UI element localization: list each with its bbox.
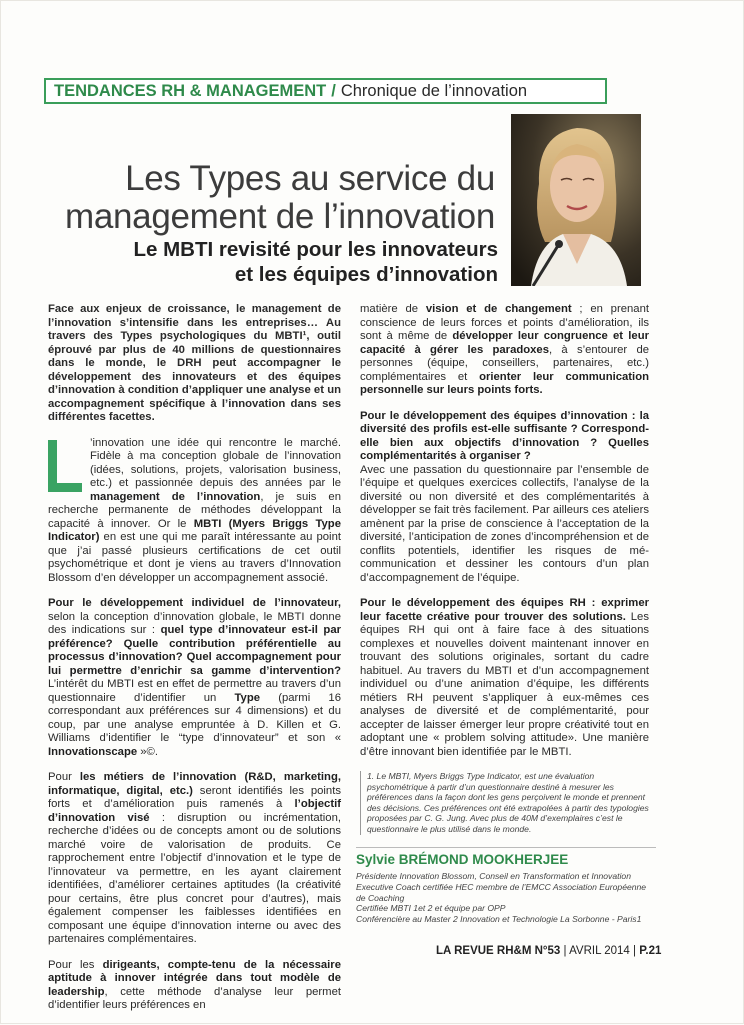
- hr-text-b: Les équipes RH qui ont à faire face à des situations complexes et nouvelles doivent maintenant innover en trouvant des solutions originales, sortant du cadre habituel. Au travers du MBTI et d’un accompagnement individuel ou d’une animation d’équipe, les différents métiers RH peuvent s’appliquer à eux-mêmes ces analyses de diversité et de complémentarité, pour accepter de laisser émerger leur propre créativité tout en adoptant une « problem solving attitude». Une manière d’être innovant bien identifiée par le MBTI.: [360, 610, 649, 758]
- leaders-paragraph: [48, 959, 341, 1013]
- subsection-name: Chronique de l’innovation: [340, 81, 528, 100]
- issue-date: AVRIL 2014: [569, 945, 630, 957]
- title-line-1: Les Types au service du: [125, 159, 495, 198]
- jobs-text-d: l’objectif d’innovation visé: [48, 798, 341, 824]
- individual-text-h: »©.: [137, 745, 159, 758]
- intro-text-d: MBTI (Myers Briggs Type Indicator): [48, 517, 341, 543]
- folio-separator-1: |: [563, 945, 567, 957]
- section-name: TENDANCES RH & MANAGEMENT: [54, 81, 327, 100]
- individual-text-g: Innovationscape: [48, 745, 138, 758]
- author-bio-line-4: Conférencière au Master 2 Innovation et Technologie La Sorbonne - Paris1: [356, 914, 642, 925]
- dropcap-letter-l: [48, 440, 82, 492]
- individual-text-f: (parmi 16 correspondant aux préférences sur 4 dimensions) et du coup, par une analyse empruntée à D. Killen et G. Williams d’identifier le “type d’innovateur” et son «: [48, 691, 341, 744]
- cont-text-c: ; en prenant conscience de leurs forces et points d’amélioration, ils sont à même de: [360, 303, 649, 342]
- intro-text-e: en est une qui me paraît intéressante au point que j’ai passé plusieurs certifications de cet outil psychométrique et dont je viens au travers d’Innovation Blossom d’en développer un accompagnement associé.: [48, 531, 341, 584]
- cont-text-b: vision et de changement: [425, 303, 572, 315]
- teams-text: Avec une passation du questionnaire par l’ensemble de l’équipe et quelques exercices collectifs, l’analyse de la diversité ou non diversité et des complémentarités à développer se fait très facilement. Par ailleurs ces ateliers amènent par la prise de conscience à l’acceptation de la diversité, l’anticipation de zones d’incompréhension et de conflits potentiels, identifier les risques de mé-communication et dessiner les contours d’un plan d’accompagnement de l’équipe.: [360, 463, 649, 584]
- page-number: P.21: [639, 945, 662, 957]
- chapeau-paragraph: Face aux enjeux de croissance, le management de l’innovation s’intensifie dans les entreprises… Au travers des Types psychologiques du MBTI¹, outil éprouvé par plus de 40 millions de questionnaires dans le monde, le DRH peut accompagner le développement des innovateurs et des équipes d’innovation à condition d’appliquer une analyse et un accompagnement spécifique à l’innovation dans ses différentes facettes.: [48, 303, 341, 423]
- title-line-2: management de l’innovation: [65, 197, 495, 236]
- author-bio-line-3: Certifiée MBTI 1et 2 et équipe par OPP: [356, 903, 506, 914]
- individual-text-b: selon la conception d’innovation globale, le MBTI donne des indications sur :: [48, 610, 341, 636]
- individual-text-e: Type: [234, 691, 261, 704]
- author-name: Sylvie BRÉMOND MOOKHERJEE: [356, 852, 569, 867]
- article-subtitle: [40, 237, 498, 287]
- leaders-text-c: , cette méthode d’analyse leur permet d’identifier leurs préférences en: [48, 985, 341, 1011]
- leaders-text-b: dirigeants, compte-tenu de la nécessaire aptitude à innover intégrée dans tout modèle de leadership: [48, 958, 341, 998]
- leaders-continued-paragraph: [360, 303, 649, 398]
- author-photo-illustration: [511, 114, 641, 286]
- article-title: [40, 160, 495, 236]
- intro-paragraph: [48, 437, 341, 586]
- leaders-text-a: Pour les: [48, 958, 103, 971]
- jobs-paragraph: [48, 771, 341, 947]
- author-bio-line-1: Présidente Innovation Blossom, Conseil en Transformation et Innovation: [356, 871, 631, 881]
- journal-name: LA REVUE RH&M N°53: [436, 945, 561, 957]
- hr-paragraph: [360, 597, 649, 759]
- author-photo: [511, 114, 641, 286]
- jobs-text-e: : disruption ou incrémentation, recherche d’idées ou de concepts amont ou de solutions marché voire de valorisation de produits. Ce rapprochement entre l’objectif d’innovation et le type de l’innovateur va permettre, en les ayant clairement identifiées, d’améliorer certaines aptitudes (la créativité pour certains, être plus concret pour d’autres), mais également compenser les faiblesses identifiées en composant une équipe d’innovation interne ou avec des partenaires complémentaires.: [48, 811, 341, 945]
- cont-text-e: , à s’entourer de personnes (équipe, conseillers, partenaires, etc.) complémentaires et: [360, 343, 650, 383]
- hr-text-a: Pour le développement des équipes RH : exprimer leur facette créative pour trouver des solutions.: [360, 597, 649, 623]
- individual-text-c: quel type d’innovateur est-il par préférence? Quelle contribution préférentielle au processus d’innovation? Quel accompagnement pour lui permettre d’enrichir sa gamme d’intervention?: [48, 624, 341, 677]
- left-column: [48, 303, 341, 1025]
- teams-paragraph: [360, 410, 649, 586]
- cont-text-a: matière de: [360, 303, 426, 315]
- cont-text-d: développer leur congruence et leur capacité à gérer les paradoxes: [360, 330, 649, 356]
- subtitle-line-1: Le MBTI revisité pour les innovateurs: [133, 238, 498, 261]
- individual-text-a: Pour le développement individuel de l’innovateur,: [48, 597, 341, 609]
- author-bio-line-2: Executive Coach certifiée HEC membre de l’EMCC Association Européenne de Coaching: [356, 881, 647, 903]
- right-column: [360, 303, 649, 835]
- individual-text-d: L’intérêt du MBTI est en effet de permettre au travers d’un questionnaire d’identifier un: [48, 678, 341, 704]
- teams-question: Pour le développement des équipes d’innovation : la diversité des profils est-elle suffisante ? Correspond-elle bien aux objectifs d’innovation ? Quelles complémentarités à organiser ?: [360, 409, 649, 462]
- section-separator: /: [331, 81, 336, 100]
- jobs-text-b: les métiers de l’innovation (R&D, marketing, informatique, digital, etc.): [48, 771, 341, 797]
- subtitle-line-2: et les équipes d’innovation: [234, 263, 498, 286]
- jobs-text-a: Pour: [48, 771, 80, 783]
- individual-paragraph: [48, 597, 341, 759]
- cont-text-f: orienter leur communication personnelle sur leurs points forts.: [360, 370, 649, 396]
- intro-text-b: management de l’innovation: [90, 490, 261, 503]
- author-block: [356, 847, 656, 925]
- intro-text-c: , je suis en recherche permanente de méthodes développant la capacité à innover. Or le: [48, 490, 341, 530]
- intro-text-a: ’innovation une idée qui rencontre le marché. Fidèle à ma conception globale de l’innovation (idées, solutions, projets, valorisation business, etc.) et passionnée depuis des années par le: [90, 436, 341, 489]
- footnote: 1. Le MBTI, Myers Briggs Type Indicator, est une évaluation psychométrique à partir d’un questionnaire destiné à mesurer les préférences dans la façon dont les gens perçoivent le monde et prennent des décisions. Ces préférences ont été extrapolées à partir des typologies proposées par C. G. Jung. Avec plus de 40M d’exemplaires c’est le questionnaire le plus utilisé dans le monde.: [360, 771, 649, 835]
- folio-separator-2: |: [633, 945, 637, 957]
- author-bio: [356, 871, 656, 925]
- page-folio: [436, 945, 662, 957]
- jobs-text-c: seront identifiés les points forts et d’amélioration puis ramenés à: [48, 784, 341, 810]
- section-header: [44, 78, 607, 104]
